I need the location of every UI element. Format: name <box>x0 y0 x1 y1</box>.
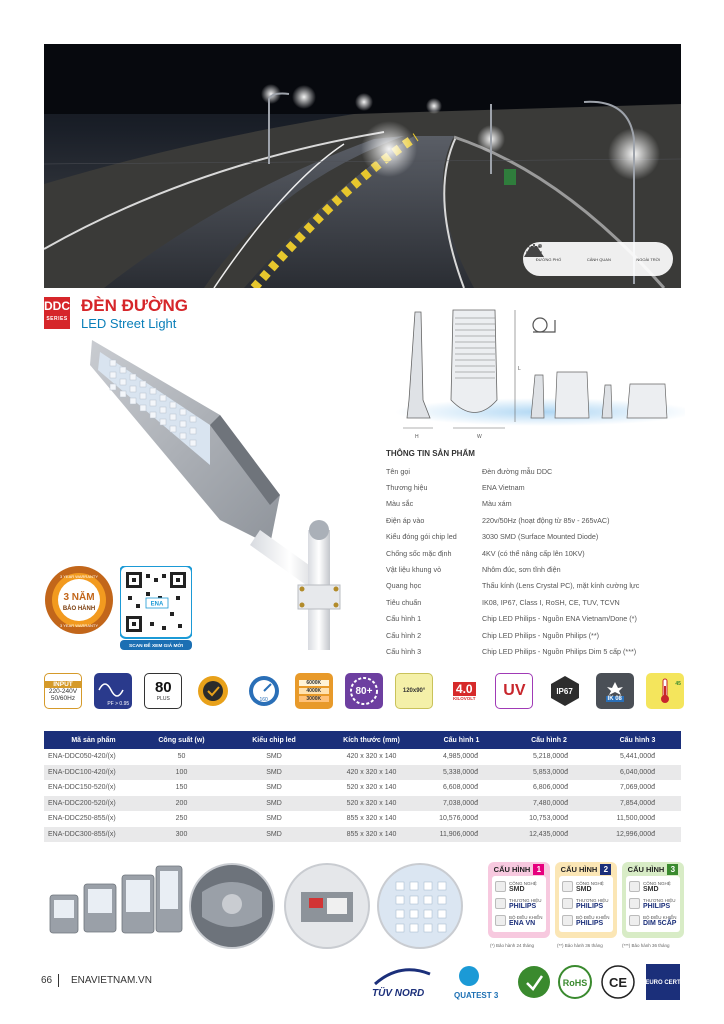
cell: 100 <box>175 768 188 776</box>
rohs-text: RoHS <box>562 978 588 988</box>
spec-value: 4KV (có thể nâng cấp lên 10KV) <box>482 548 585 558</box>
spec-key: Cấu hình 2 <box>386 630 422 640</box>
length-label: L <box>518 366 521 372</box>
col-header: Cấu hình 3 <box>619 736 656 744</box>
brand-label: THƯƠNG HIỆU <box>576 897 609 903</box>
euro-cert-logo <box>645 964 681 1000</box>
surge-unit: KILOVOLT <box>453 695 476 701</box>
spec-value: Thấu kính (Lens Crystal PC), mặt kính cường lực <box>482 581 640 591</box>
feature-icons <box>44 673 684 709</box>
cct-1: 6000K <box>299 680 329 686</box>
spec-key: Tiêu chuẩn <box>386 597 422 607</box>
col-header: Kích thước (mm) <box>343 736 400 744</box>
series-label: SERIES <box>46 316 68 322</box>
chip-label: CÔNG NGHỆ <box>509 880 537 886</box>
series-code: DDC <box>44 299 70 313</box>
ce-text: CE <box>608 975 628 990</box>
cell: 855 x 320 x 140 <box>346 815 397 823</box>
detail-photo-led-chips <box>376 862 464 950</box>
ip67-icon <box>546 673 584 709</box>
config-chip <box>495 878 543 895</box>
config-driver <box>495 912 543 929</box>
brand-value: PHILIPS <box>643 902 671 910</box>
cell: 5,853,000đ <box>532 768 568 776</box>
hero-photo <box>44 44 681 288</box>
spec-row <box>386 594 686 610</box>
table-row <box>44 811 681 827</box>
impact-icon <box>605 680 625 696</box>
config-body <box>559 876 613 932</box>
badge-label: ĐƯỜNG PHỐ <box>535 256 562 262</box>
warranty-years: 3 NĂM <box>63 592 95 603</box>
spec-row <box>386 529 686 545</box>
warranty-seal <box>44 565 114 635</box>
cell: SMD <box>266 830 282 838</box>
table-row <box>44 796 681 812</box>
spec-row <box>386 479 686 495</box>
beam-angle-icon <box>395 673 433 709</box>
cell: 6,040,000đ <box>619 768 655 776</box>
brand-label: THƯƠNG HIỆU <box>509 897 542 903</box>
spec-list <box>386 463 686 660</box>
quatest-text: QUATEST 3 <box>454 991 499 1000</box>
spec-value: Nhôm đúc, sơn tĩnh điện <box>482 565 561 575</box>
page-title: ĐÈN ĐƯỜNG <box>81 296 188 315</box>
product-family-photo <box>44 860 184 948</box>
chip-label: CÔNG NGHỆ <box>576 880 604 886</box>
certification-logos <box>370 962 682 1002</box>
cell: ENA-DDC100-420/(x) <box>48 768 116 776</box>
table-row <box>44 827 681 843</box>
sun-icon <box>523 242 545 258</box>
cell: 6,806,000đ <box>532 784 568 792</box>
config-title <box>555 862 617 876</box>
table-row <box>44 749 681 765</box>
dimension-diagram <box>395 300 685 445</box>
chip-icon <box>629 881 640 892</box>
qr-code[interactable] <box>120 566 192 650</box>
spec-row <box>386 578 686 594</box>
cell: 11,906,000đ <box>439 830 478 838</box>
cct-3: 3000K <box>299 696 329 702</box>
spec-value: Chip LED Philips - Nguồn ENA Vietnam/Done (*) <box>482 614 637 624</box>
cell: 250 <box>175 815 188 823</box>
driver-value: DIM 5CẤP <box>643 919 677 927</box>
cell: ENA-DDC300-855/(x) <box>48 830 116 838</box>
config-number: 2 <box>600 864 611 875</box>
brand-icon <box>629 898 640 909</box>
config-card-2 <box>555 862 617 938</box>
cell: 520 x 320 x 140 <box>346 784 397 792</box>
driver-value: PHILIPS <box>576 919 604 927</box>
cell: 300 <box>175 830 188 838</box>
power-factor-icon <box>94 673 132 709</box>
table-header <box>44 731 681 749</box>
spec-key: Vật liệu khung vỏ <box>386 565 442 575</box>
warranty-ring-top: 3 YEAR WARRANTY <box>59 574 99 579</box>
cell: SMD <box>266 753 282 761</box>
quatest-logo <box>454 966 499 1000</box>
spec-key: Cấu hình 3 <box>386 646 422 656</box>
cell: SMD <box>266 768 282 776</box>
config-title-text: CẤU HÌNH <box>627 864 665 874</box>
cell: 4,985,000đ <box>442 753 478 761</box>
height-label: H <box>415 434 419 440</box>
temp-value: 45 <box>675 681 681 687</box>
config-brand <box>629 895 677 912</box>
cell: 200 <box>175 799 188 807</box>
ik08-icon <box>596 673 634 709</box>
spec-row <box>386 561 686 577</box>
cell: 10,753,000đ <box>529 815 568 823</box>
green-seal-logo <box>518 966 550 998</box>
input-frequency: 50/60Hz <box>50 694 76 702</box>
cell: 11,500,000đ <box>616 815 655 823</box>
warranty-label: BẢO HÀNH <box>62 606 96 612</box>
table-row <box>44 780 681 796</box>
col-header: Cấu hình 1 <box>443 736 480 744</box>
chip-value: SMD <box>576 885 592 893</box>
driver-icon <box>629 915 640 926</box>
cell: 6,608,000đ <box>442 784 478 792</box>
config-card-3 <box>622 862 684 938</box>
col-header: Kiểu chip led <box>252 736 296 744</box>
original-seal-icon <box>194 673 232 709</box>
ra-sub: PLUS <box>156 696 170 702</box>
width-label: W <box>477 434 482 440</box>
cell: 5,441,000đ <box>619 753 655 761</box>
brand-label: THƯƠNG HIỆU <box>643 897 676 903</box>
cell: 150 <box>175 784 188 792</box>
cell: 520 x 320 x 140 <box>346 799 397 807</box>
cell: 50 <box>177 753 186 761</box>
config-title <box>622 862 684 876</box>
spec-title: THÔNG TIN SẢN PHẨM <box>386 449 475 458</box>
input-voltage: 220-240V <box>48 687 78 695</box>
lumen-icon <box>245 673 283 709</box>
rohs-logo <box>559 966 591 998</box>
config-brand <box>495 895 543 912</box>
config-chip <box>562 878 610 895</box>
chip-label: CÔNG NGHỆ <box>643 880 671 886</box>
input-voltage-icon <box>44 673 82 709</box>
lumen-value: 160 <box>259 697 268 703</box>
spec-key: Kiểu đóng gói chip led <box>386 532 457 542</box>
config-brand <box>562 895 610 912</box>
cell: SMD <box>266 784 282 792</box>
cell: 7,069,000đ <box>619 784 655 792</box>
config-driver <box>629 912 677 929</box>
cell: 5,218,000đ <box>532 753 568 761</box>
brand-icon <box>562 898 573 909</box>
spec-key: Quang học <box>386 581 422 591</box>
application-badges <box>523 242 673 276</box>
driver-label: BỘ ĐIỀU KHIỂN <box>509 914 543 920</box>
cell: 12,435,000đ <box>529 830 568 838</box>
temperature-icon <box>646 673 684 709</box>
config-number: 3 <box>667 864 678 875</box>
cell: SMD <box>266 799 282 807</box>
config-body <box>626 876 680 932</box>
spec-row <box>386 463 686 479</box>
spec-key: Tên gọi <box>386 466 410 476</box>
cell: 7,480,000đ <box>532 799 568 807</box>
cell: 420 x 320 x 140 <box>346 753 397 761</box>
chip-icon <box>562 881 573 892</box>
config-driver <box>562 912 610 929</box>
config-title-text: CẤU HÌNH <box>493 864 531 874</box>
config-number: 1 <box>533 864 544 875</box>
cell: 7,854,000đ <box>619 799 655 807</box>
cct-2: 4000K <box>299 688 329 694</box>
brand-value: PHILIPS <box>576 902 604 910</box>
driver-icon <box>495 915 506 926</box>
cell: ENA-DDC200-520/(x) <box>48 799 116 807</box>
spec-value: 220v/50Hz (hoạt động từ 85v - 265vAC) <box>482 515 610 525</box>
series-tag <box>44 297 70 329</box>
thermometer-icon <box>659 678 671 704</box>
cell: SMD <box>266 815 282 823</box>
price-table <box>44 731 681 842</box>
spec-value: Chip LED Philips - Nguồn Philips Dim 5 cấp (***) <box>482 646 637 656</box>
ra-icon <box>144 673 182 709</box>
cell: 10,576,000đ <box>439 815 478 823</box>
power-factor: PF > 0.95 <box>107 701 130 707</box>
chip-value: SMD <box>509 885 525 893</box>
driver-label: BỘ ĐIỀU KHIỂN <box>643 914 677 920</box>
cell: ENA-DDC150-520/(x) <box>48 784 116 792</box>
config-note-2: (**) Bảo hành 36 tháng <box>557 943 603 948</box>
qr-caption: SCAN ĐỂ XEM GIÁ MỚI <box>129 644 183 649</box>
cell: ENA-DDC250-855/(x) <box>48 815 116 823</box>
config-note-1: (*) Bảo hành 24 tháng <box>490 943 535 948</box>
col-header: Công suất (w) <box>158 736 205 744</box>
spec-row <box>386 627 686 643</box>
qr-brand: ENA <box>150 601 164 608</box>
spec-value: Màu xám <box>482 499 512 509</box>
detail-photo-driver <box>283 862 371 950</box>
driver-label: BỘ ĐIỀU KHIỂN <box>576 914 610 920</box>
chip-value: SMD <box>643 885 659 893</box>
brand-icon <box>495 898 506 909</box>
driver-icon <box>562 915 573 926</box>
outdoor-badge <box>636 257 660 262</box>
spec-value: Đèn đường mẫu DDC <box>482 466 553 476</box>
ip-value: IP67 <box>556 686 573 696</box>
beam-value: 120x90° <box>402 688 426 694</box>
spec-row <box>386 643 686 659</box>
table-row <box>44 765 681 781</box>
cct-icon <box>295 673 333 709</box>
cell: 420 x 320 x 140 <box>346 768 397 776</box>
spec-row <box>386 512 686 528</box>
tuv-nord-text: TÜV NORD <box>372 988 425 999</box>
spec-value: IK08, IP67, Class I, RoSH, CE, TUV, TCVN <box>482 597 620 607</box>
spec-row <box>386 496 686 512</box>
col-header: Mã sản phẩm <box>71 736 116 744</box>
spec-key: Màu sắc <box>386 499 414 509</box>
chip-icon <box>495 881 506 892</box>
surge-icon <box>445 673 483 709</box>
spec-value: 3030 SMD (Surface Mounted Diode) <box>482 532 599 542</box>
seal-icon <box>196 674 230 708</box>
brand-value: PHILIPS <box>509 902 537 910</box>
page-subtitle: LED Street Light <box>81 316 177 331</box>
config-title-text: CẤU HÌNH <box>560 864 598 874</box>
footer-divider <box>58 974 59 987</box>
tuv-nord-logo <box>372 970 430 999</box>
ik-value: IK 08 <box>607 696 622 702</box>
badge-label: NGOÀI TRỜI <box>636 256 661 262</box>
cri-icon <box>345 673 383 709</box>
surge-value: 4.0 <box>453 682 476 696</box>
config-card-1 <box>488 862 550 938</box>
warranty-ring-bottom: 3 YEAR WARRANTY <box>59 623 99 628</box>
spec-row <box>386 611 686 627</box>
badge-label: CẢNH QUAN <box>586 256 611 262</box>
uv-icon <box>495 673 533 709</box>
cell: 855 x 320 x 140 <box>346 830 397 838</box>
spec-row <box>386 545 686 561</box>
input-title: INPUT <box>45 681 81 688</box>
cell: 5,338,000đ <box>442 768 478 776</box>
cell: 12,996,000đ <box>616 830 655 838</box>
detail-photo-housing <box>188 862 276 950</box>
config-title <box>488 862 550 876</box>
cell: ENA-DDC050-420/(x) <box>48 753 116 761</box>
config-body <box>492 876 546 932</box>
cell: 7,038,000đ <box>442 799 478 807</box>
spec-key: Cấu hình 1 <box>386 614 422 624</box>
landscape-badge <box>587 257 611 262</box>
uv-label: UV <box>503 682 526 699</box>
euro-cert-text: EURO CERT <box>645 980 681 986</box>
spec-value: ENA Vietnam <box>482 483 525 493</box>
footer-url[interactable]: ENAVIETNAM.VN <box>71 975 152 986</box>
page-number: 66 <box>41 975 53 986</box>
driver-value: ENA VN <box>509 919 536 927</box>
ra-value: 80 <box>154 679 172 696</box>
col-header: Cấu hình 2 <box>531 736 567 744</box>
spec-value: Chip LED Philips - Nguồn Philips (**) <box>482 630 600 640</box>
config-note-3: (***) Bảo hành 36 tháng <box>622 943 670 948</box>
cri-value: 80+ <box>355 685 373 697</box>
spec-key: Chống sốc mặc định <box>386 548 452 558</box>
spec-key: Điện áp vào <box>386 515 425 525</box>
spec-key: Thương hiệu <box>386 483 428 493</box>
ce-logo <box>602 966 634 998</box>
config-chip <box>629 878 677 895</box>
